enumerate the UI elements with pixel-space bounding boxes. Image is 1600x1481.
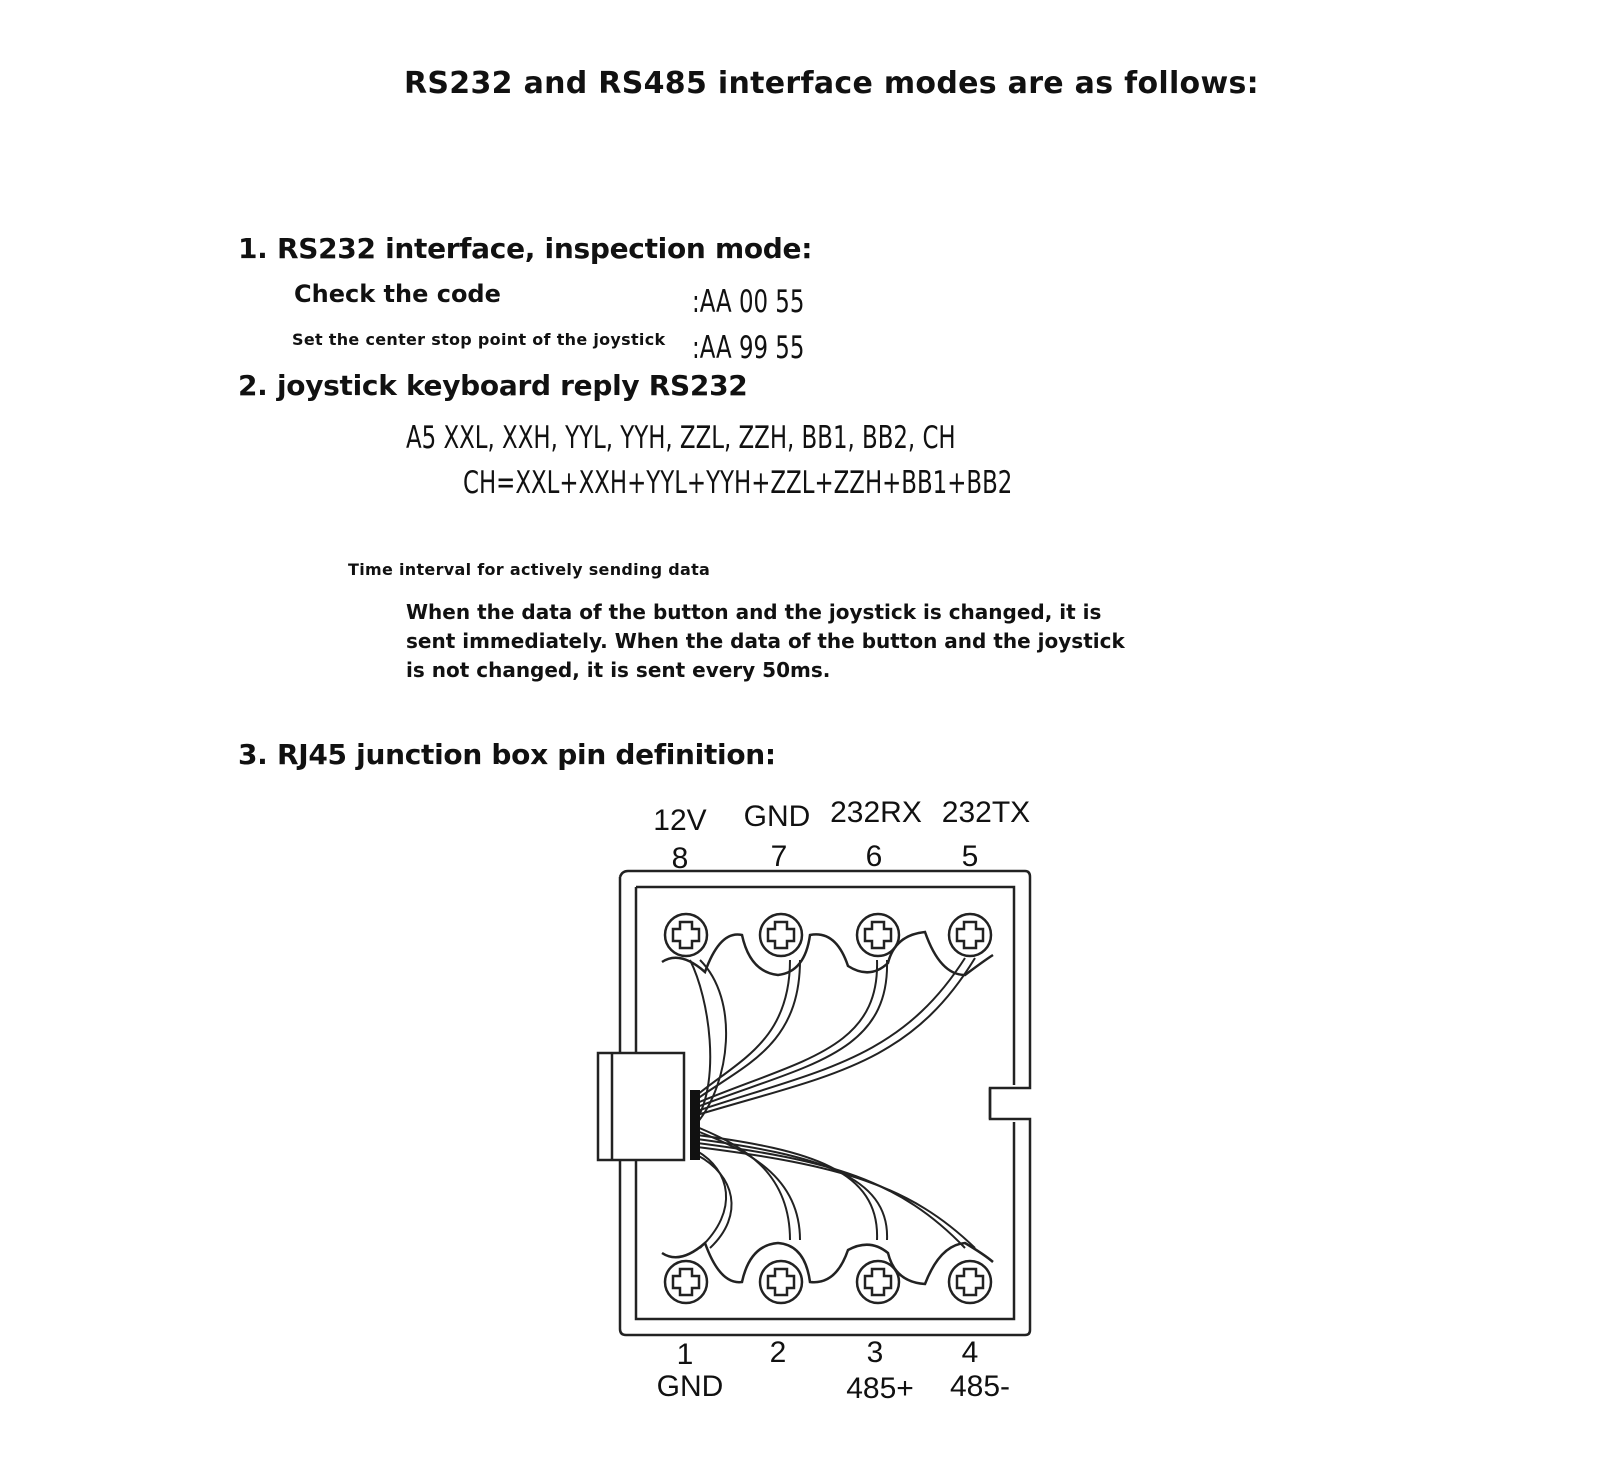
screw-8-icon	[665, 914, 707, 956]
check-code-label: Check the code	[294, 280, 501, 308]
page-title: RS232 and RS485 interface modes are as follows:	[404, 66, 1259, 101]
section3-heading: 3. RJ45 junction box pin definition:	[238, 738, 776, 771]
pin-7-name: GND	[743, 800, 811, 833]
pin-3-name: 485+	[846, 1372, 914, 1405]
pin-6-number: 6	[865, 840, 883, 873]
screw-5-icon	[949, 914, 991, 956]
interval-description: When the data of the button and the joystick is changed, it is sent immediately. When the data of the button and the joystick is not changed, it is sent every 50ms.	[406, 600, 1125, 682]
center-stop-value: :AA 99 55	[692, 330, 805, 366]
section2-heading: 2. joystick keyboard reply RS232	[238, 369, 748, 402]
screw-3-icon	[857, 1261, 899, 1303]
pin-1-name: GND	[656, 1370, 724, 1403]
screw-6-icon	[857, 914, 899, 956]
screw-4-icon	[949, 1261, 991, 1303]
section1-heading: 1. RS232 interface, inspection mode:	[238, 232, 813, 265]
screw-7-icon	[760, 914, 802, 956]
pin-5-number: 5	[961, 840, 979, 873]
wire-bundle	[690, 958, 975, 1248]
pin-6-name: 232RX	[830, 796, 922, 829]
checksum-formula: CH=XXL+XXH+YYL+YYH+ZZL+ZZH+BB1+BB2	[463, 465, 1013, 501]
pin-1-number: 1	[676, 1338, 694, 1371]
screw-2-icon	[760, 1261, 802, 1303]
pin-7-number: 7	[770, 840, 788, 873]
top-terminal-rail	[662, 932, 993, 975]
check-code-value: :AA 00 55	[692, 284, 805, 320]
center-stop-label: Set the center stop point of the joystick	[292, 330, 666, 349]
connector-strip	[690, 1090, 700, 1160]
pin-8-number: 8	[671, 842, 689, 875]
pin-5-name: 232TX	[941, 796, 1031, 829]
bottom-terminal-rail	[662, 1243, 993, 1284]
pin-3-number: 3	[866, 1336, 884, 1369]
reply-format: A5 XXL, XXH, YYL, YYH, ZZL, ZZH, BB1, BB2, CH	[406, 420, 956, 456]
screw-1-icon	[665, 1261, 707, 1303]
pin-4-name: 485-	[949, 1370, 1011, 1403]
pin-2-number: 2	[769, 1336, 787, 1369]
interval-label: Time interval for actively sending data	[348, 560, 711, 579]
pin-8-name: 12V	[653, 804, 707, 837]
pin-4-number: 4	[961, 1336, 979, 1369]
